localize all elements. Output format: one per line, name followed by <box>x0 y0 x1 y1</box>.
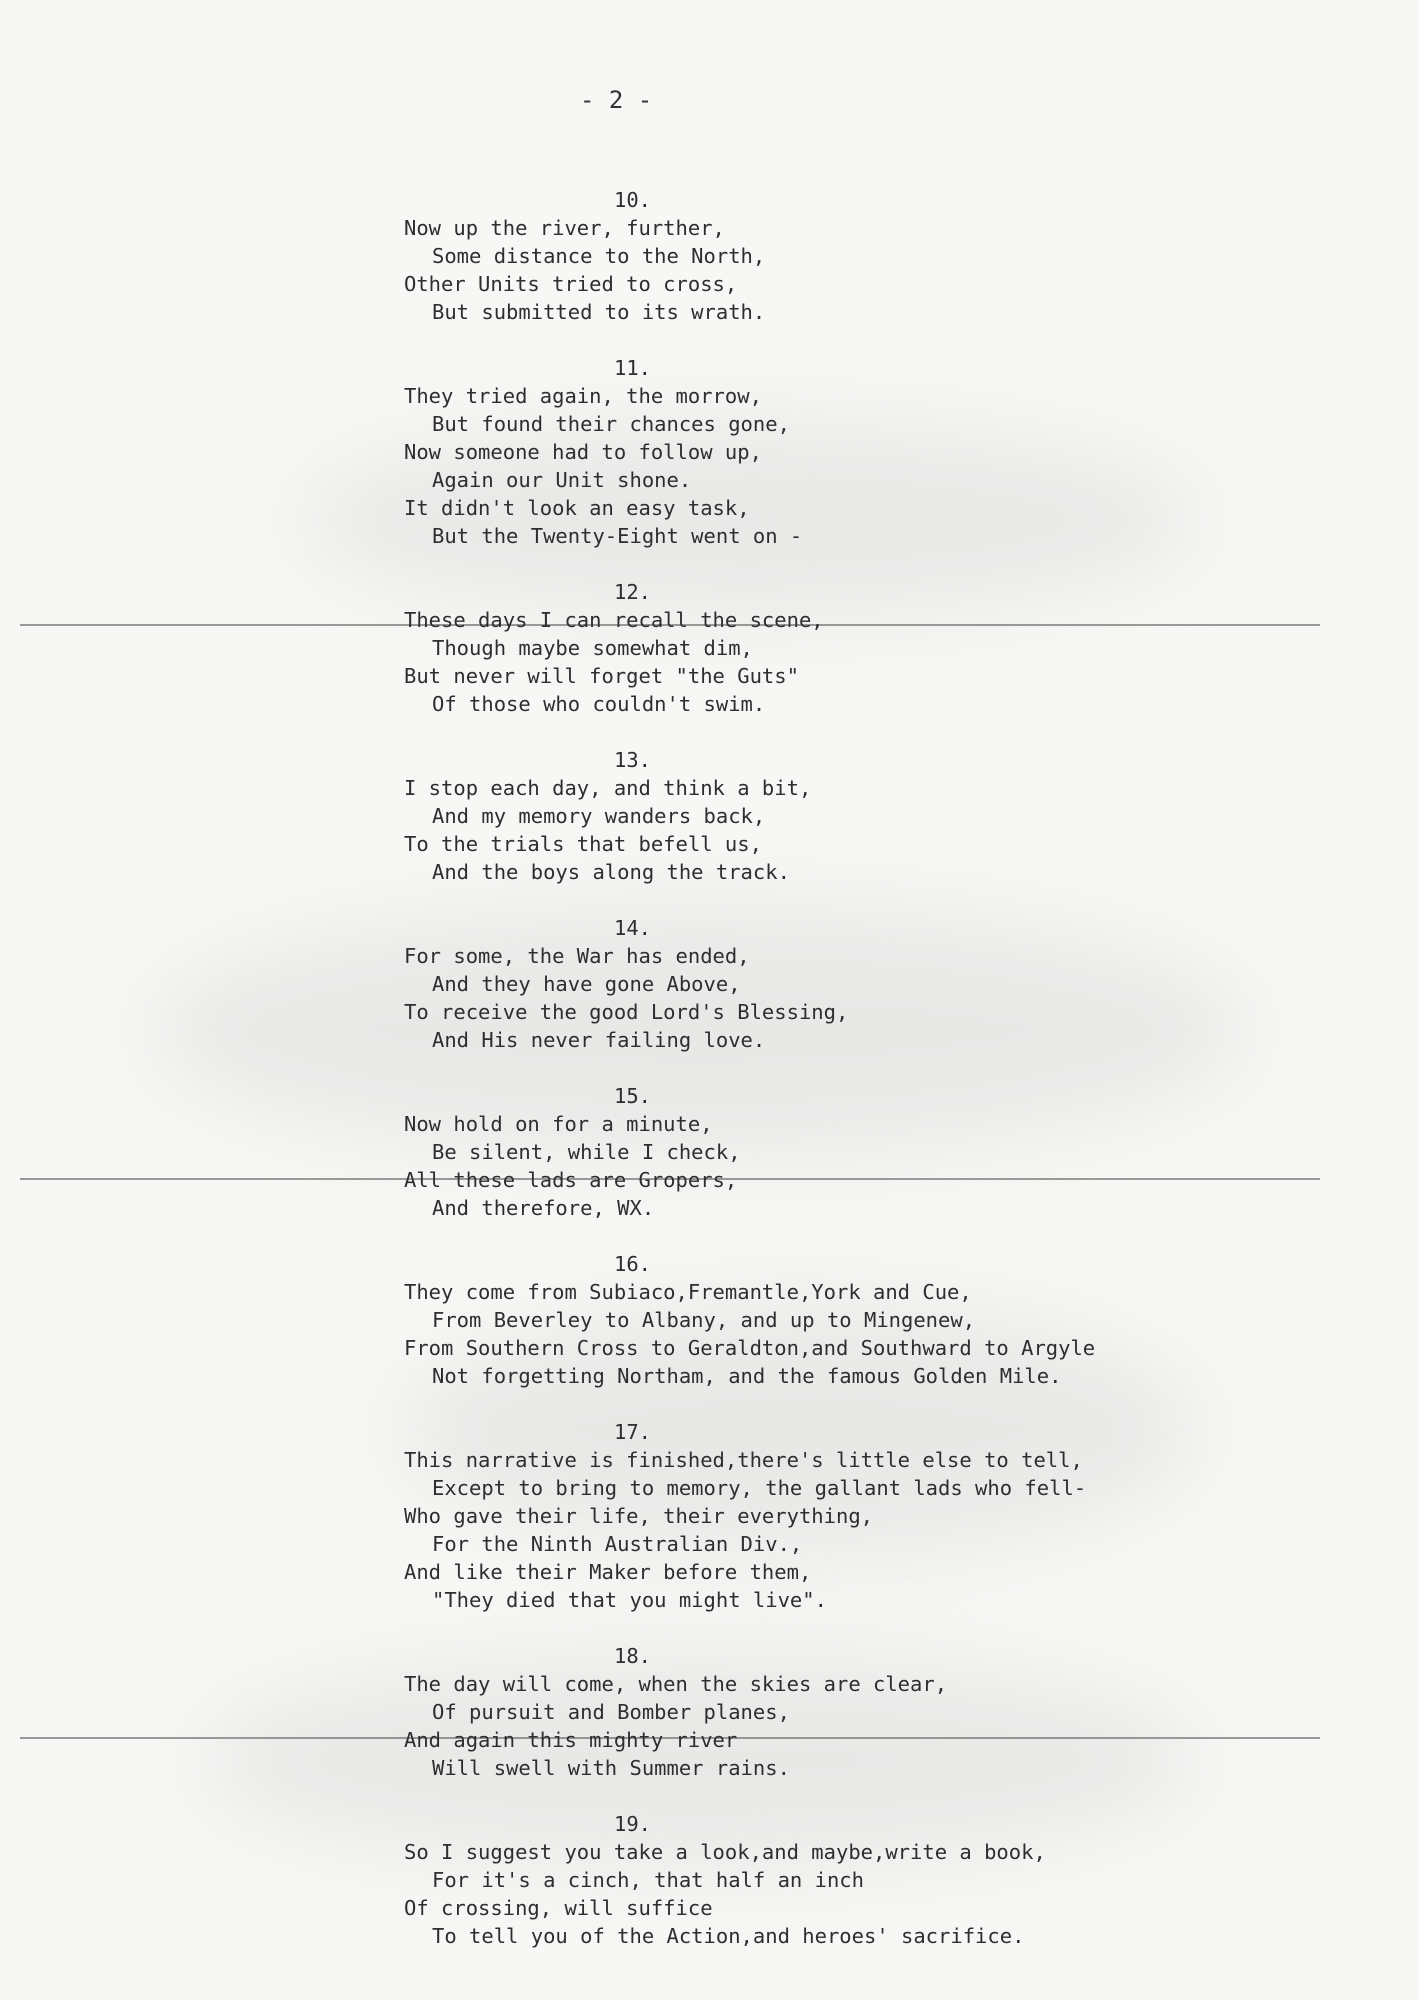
stanza <box>404 578 1304 718</box>
poem-line: These days I can recall the scene, <box>404 608 824 632</box>
poem-line: And again this mighty river <box>404 1728 738 1752</box>
stanza-number: 14. <box>614 916 652 940</box>
poem-line: "They died that you might live". <box>432 1588 827 1612</box>
poem-line: To the trials that befell us, <box>404 832 762 856</box>
poem-line: So I suggest you take a look,and maybe,write a book, <box>404 1840 1046 1864</box>
poem-line: But never will forget "the Guts" <box>404 664 799 688</box>
poem-line: Of pursuit and Bomber planes, <box>432 1700 790 1724</box>
poem-line: From Beverley to Albany, and up to Mingenew, <box>432 1308 976 1332</box>
poem-line: To tell you of the Action,and heroes' sacrifice. <box>432 1924 1025 1948</box>
stanza <box>404 1418 1304 1614</box>
stanza-number: 12. <box>614 580 652 604</box>
poem-line: The day will come, when the skies are clear, <box>404 1672 948 1696</box>
poem-line: This narrative is finished,there's little else to tell, <box>404 1448 1083 1472</box>
poem-line: And the boys along the track. <box>432 860 790 884</box>
poem-line: But submitted to its wrath. <box>432 300 766 324</box>
stanza <box>404 186 1304 326</box>
poem-line: Of those who couldn't swim. <box>432 692 766 716</box>
stanza <box>404 1250 1304 1390</box>
poem-line: They tried again, the morrow, <box>404 384 762 408</box>
stanza-number: 18. <box>614 1644 652 1668</box>
poem-line: For some, the War has ended, <box>404 944 750 968</box>
poem-line: Except to bring to memory, the gallant lads who fell- <box>432 1476 1087 1500</box>
poem-line: Not forgetting Northam, and the famous Golden Mile. <box>432 1364 1062 1388</box>
stanza <box>404 1810 1304 1950</box>
stanza <box>404 354 1304 550</box>
stanza <box>404 1642 1304 1782</box>
stanza-number: 19. <box>614 1812 652 1836</box>
poem-line: Will swell with Summer rains. <box>432 1756 790 1780</box>
poem-line: But the Twenty-Eight went on - <box>432 524 803 548</box>
poem-line: It didn't look an easy task, <box>404 496 750 520</box>
stanza-number: 13. <box>614 748 652 772</box>
stanza <box>404 1082 1304 1222</box>
poem-line: And they have gone Above, <box>432 972 741 996</box>
poem-line: Other Units tried to cross, <box>404 272 738 296</box>
poem-line: And like their Maker before them, <box>404 1560 812 1584</box>
poem-line: From Southern Cross to Geraldton,and Southward to Argyle <box>404 1336 1096 1360</box>
poem-line: Now someone had to follow up, <box>404 440 762 464</box>
stanza-number: 10. <box>614 188 652 212</box>
poem-line: Be silent, while I check, <box>432 1140 741 1164</box>
poem-line: But found their chances gone, <box>432 412 790 436</box>
poem-body <box>404 186 1304 1978</box>
poem-line: Now hold on for a minute, <box>404 1112 713 1136</box>
poem-line: And therefore, WX. <box>432 1196 655 1220</box>
poem-line: Though maybe somewhat dim, <box>432 636 753 660</box>
poem-line: Who gave their life, their everything, <box>404 1504 873 1528</box>
poem-line: All these lads are Gropers, <box>404 1168 738 1192</box>
page-number: - 2 - <box>580 86 653 114</box>
stanza <box>404 914 1304 1054</box>
stanza-number: 16. <box>614 1252 652 1276</box>
stanza-number: 11. <box>614 356 652 380</box>
stanza-number: 15. <box>614 1084 652 1108</box>
poem-line: Now up the river, further, <box>404 216 725 240</box>
stanza-number: 17. <box>614 1420 652 1444</box>
poem-line: And His never failing love. <box>432 1028 766 1052</box>
poem-line: I stop each day, and think a bit, <box>404 776 812 800</box>
poem-line: And my memory wanders back, <box>432 804 766 828</box>
stanza <box>404 746 1304 886</box>
poem-line: Again our Unit shone. <box>432 468 692 492</box>
poem-line: They come from Subiaco,Fremantle,York and Cue, <box>404 1280 972 1304</box>
poem-line: For the Ninth Australian Div., <box>432 1532 803 1556</box>
poem-line: Some distance to the North, <box>432 244 766 268</box>
poem-line: Of crossing, will suffice <box>404 1896 713 1920</box>
poem-line: For it's a cinch, that half an inch <box>432 1868 864 1892</box>
poem-line: To receive the good Lord's Blessing, <box>404 1000 849 1024</box>
